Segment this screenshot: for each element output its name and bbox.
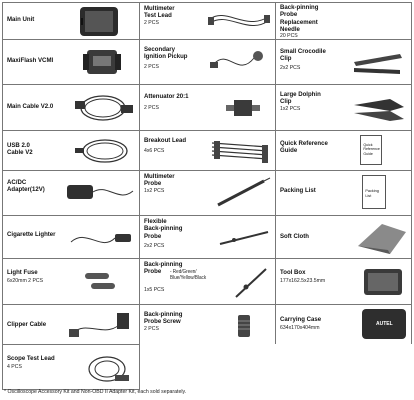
item-scope-test-lead	[3, 344, 140, 390]
item-back-pinning-probe	[140, 258, 277, 304]
item-qty: 2x2 PCS	[280, 65, 301, 71]
item-main-unit	[3, 2, 140, 39]
item-qty: 2 PCS	[143, 20, 159, 26]
item-qty: 2 PCS	[143, 105, 159, 111]
item-name: Breakout Lead	[143, 137, 186, 144]
item-qty: 4x6 PCS	[143, 148, 164, 154]
item-name: AC/DC Adapter(12V)	[7, 179, 45, 194]
item-probe-screw	[140, 304, 277, 344]
item-qty: 1x5 PCS	[143, 287, 164, 293]
dolphin-clip-image	[350, 91, 408, 125]
item-name: Attenuator 20:1	[143, 93, 189, 100]
scope-lead-image	[81, 351, 135, 387]
probe-colors: - Red/Green/ Blue/Yellow/Black	[169, 269, 206, 282]
item-qty: 2x2 PCS	[143, 243, 164, 249]
item-qty: 2 PCS	[143, 326, 159, 332]
item-name: USB 2.0 Cable V2	[7, 142, 33, 157]
flexible-probe-image	[216, 226, 272, 250]
item-name: Flexible Back-pinning Probe	[143, 218, 183, 240]
item-qty: 1x2 PCS	[143, 188, 164, 194]
item-name: Main Cable V2.0	[7, 103, 54, 110]
accessory-table	[2, 2, 412, 390]
item-name: Multimeter Test Lead	[143, 5, 175, 20]
item-quick-reference-guide	[276, 130, 412, 170]
item-name: Multimeter Probe	[143, 173, 175, 188]
item-tool-box	[276, 258, 412, 304]
item-main-cable	[3, 84, 140, 130]
item-name: Clipper Cable	[7, 321, 47, 328]
item-attenuator	[140, 84, 277, 130]
item-qty: 6x20mm 2 PCS	[7, 278, 44, 284]
vcmi-image	[81, 44, 123, 80]
item-adapter	[3, 170, 140, 215]
item-name: Soft Cloth	[280, 233, 310, 240]
item-name: Carrying Case	[280, 316, 322, 323]
item-name: Light Fuse	[7, 269, 38, 276]
fuse-image	[81, 269, 121, 295]
probe-image	[212, 177, 272, 211]
item-cigarette-lighter	[3, 215, 140, 258]
item-qty: 1x2 PCS	[280, 106, 301, 112]
item-name: Back-pinning Probe Screw	[143, 311, 183, 326]
item-light-fuse	[3, 258, 140, 304]
item-large-dolphin-clip	[276, 84, 412, 130]
item-name: MaxiFlash VCMI	[7, 57, 54, 64]
item-carrying-case	[276, 304, 412, 344]
adapter-image	[63, 179, 135, 209]
lighter-image	[67, 222, 135, 254]
item-name: Scope Test Lead	[7, 355, 55, 362]
item-breakout-lead	[140, 130, 277, 170]
packing-list-image: Packing List	[362, 175, 386, 209]
item-clipper-cable	[3, 304, 140, 344]
usb-cable-image	[73, 134, 135, 168]
main-cable-image	[73, 89, 135, 127]
item-name: Large Dolphin Clip	[280, 91, 322, 106]
item-qty: 634x170x404mm	[280, 325, 320, 331]
item-name: Main Unit	[7, 16, 35, 23]
item-small-crocodile-clip	[276, 39, 412, 84]
item-name: Small Crocodile Clip	[280, 48, 327, 63]
item-name: Quick Reference Guide	[280, 140, 329, 155]
item-name: Cigarette Lighter	[7, 231, 56, 238]
item-qty: 20 PCS	[280, 33, 299, 39]
tool-box-image	[360, 265, 406, 299]
tablet-image	[79, 6, 119, 37]
pin-probe-image	[232, 265, 272, 301]
item-qty: 177x162.5x23.5mm	[280, 278, 326, 284]
item-name: Packing List	[280, 187, 317, 194]
footnote: * Oscilloscope Accessory Kit and Non-OBD II Adapter Kit, each sold separately.	[4, 389, 187, 395]
attenuator-image	[224, 95, 264, 121]
clipper-cable-image	[67, 309, 135, 341]
cloth-image	[352, 220, 408, 256]
item-secondary-ignition-pickup	[140, 39, 277, 84]
item-name: Back-pinning Probe Replacement Needle	[280, 4, 319, 34]
item-multimeter-test-lead	[140, 2, 277, 39]
item-name: Secondary Ignition Pickup	[143, 46, 188, 61]
item-maxiflash-vcmi	[3, 39, 140, 84]
crocodile-clip-image	[350, 48, 408, 78]
item-name: Tool Box	[280, 269, 306, 276]
ignition-pickup-image	[208, 44, 272, 82]
carrying-case-image: AUTEL	[362, 309, 406, 339]
item-usb-cable	[3, 130, 140, 170]
item-multimeter-probe	[140, 170, 277, 215]
item-flexible-probe	[140, 215, 277, 258]
item-name: Back-pinning Probe	[143, 261, 183, 276]
item-packing-list	[276, 170, 412, 215]
test-lead-image	[206, 5, 272, 37]
item-qty: 2 PCS	[143, 64, 159, 70]
item-soft-cloth	[276, 215, 412, 258]
screw-image	[232, 311, 258, 341]
item-qty: 4 PCS	[7, 364, 22, 370]
breakout-lead-image	[210, 137, 272, 165]
item-replacement-needle	[276, 2, 412, 39]
guide-booklet-image: Quick Reference Guide	[360, 135, 382, 165]
